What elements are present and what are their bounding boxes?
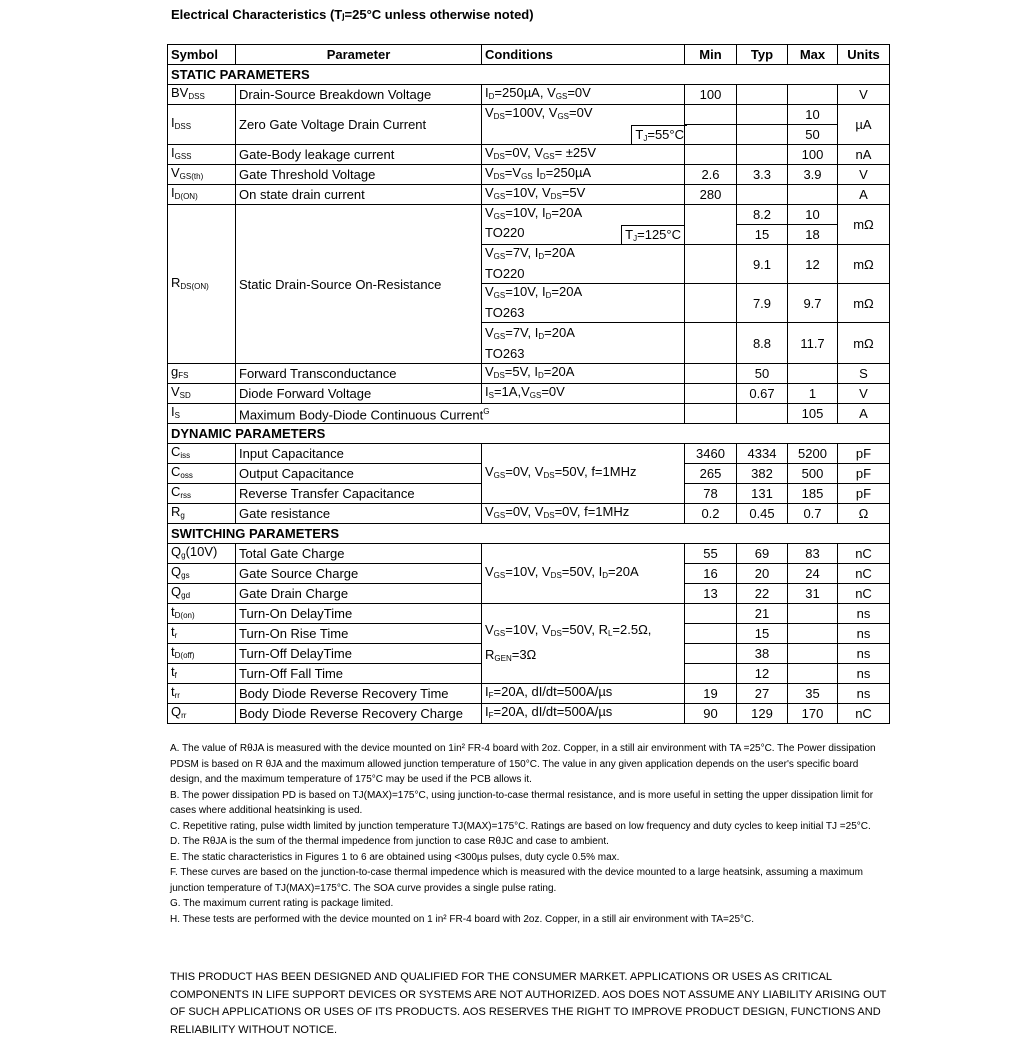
- symbol-cell: $C_{rss}$: [168, 484, 236, 504]
- max-cell: [788, 664, 838, 684]
- param-cell: Turn-Off Fall Time: [236, 664, 482, 684]
- unit-cell: mΩ: [838, 284, 890, 323]
- min-cell: [685, 284, 737, 323]
- typ-cell: [737, 105, 788, 125]
- typ-cell: 21: [737, 604, 788, 624]
- typ-cell: [737, 85, 788, 105]
- min-cell: 13: [685, 584, 737, 604]
- min-cell: 78: [685, 484, 737, 504]
- typ-cell: 0.45: [737, 504, 788, 524]
- typ-cell: 15: [737, 624, 788, 644]
- cond-cell: $V_{GS}=10V$, $I_D=20A$: [482, 284, 685, 304]
- typ-cell: 7.9: [737, 284, 788, 323]
- note-b: B. The power dissipation PD is based on TJ(MAX)=175°C, using junction-to-case thermal resistance, and is more useful in setting the upper dissipation limit for cases where additional heatsinking is used.: [170, 789, 874, 816]
- header-symbol: Symbol: [168, 45, 236, 65]
- symbol-cell: $g_{FS}$: [168, 364, 236, 384]
- disclaimer: THIS PRODUCT HAS BEEN DESIGNED AND QUALIFIED FOR THE CONSUMER MARKET. APPLICATIONS OR USES AS CRITICAL COMPONENTS IN LIFE SUPPORT DEVICES OR SYSTEMS ARE NOT AUTHORIZED. AOS DOES NOT ASSUME ANY LIABILITY ARISING OUT OF SUCH APPLICATIONS OR USES OF ITS PRODUCTS. AOS RESERVES THE RIGHT TO IMPROVE PRODUCT DESIGN, FUNCTIONS AND RELIABILITY WITHOUT NOTICE.: [170, 971, 887, 1036]
- min-cell: [685, 145, 737, 165]
- header-parameter: Parameter: [236, 45, 482, 65]
- param-cell: Gate Source Charge: [236, 564, 482, 584]
- header-min: Min: [685, 45, 737, 65]
- typ-cell: 15: [737, 225, 788, 245]
- section-row: [168, 65, 890, 85]
- max-cell: 11.7: [788, 323, 838, 364]
- cond-cell: TO263: [482, 344, 685, 364]
- typ-cell: [737, 185, 788, 205]
- max-cell: 5200: [788, 444, 838, 464]
- typ-cell: [737, 145, 788, 165]
- cond-cell: $V_{GS}=10V$, $V_{DS}=50V$, $R_L=2.5\Omega$, $R_{GEN}=3\Omega$: [482, 604, 685, 684]
- param-cell: Zero Gate Voltage Drain Current: [236, 105, 482, 145]
- param-cell: Forward Transconductance: [236, 364, 482, 384]
- cond-cell: $V_{DS}=5V$, $I_D=20A$: [482, 364, 685, 384]
- max-cell: 105: [788, 404, 838, 424]
- param-cell: Output Capacitance: [236, 464, 482, 484]
- max-cell: [788, 85, 838, 105]
- tj-condition: $T_J=55^\circ C$: [631, 125, 687, 144]
- param-cell: Reverse Transfer Capacitance: [236, 484, 482, 504]
- max-cell: [788, 185, 838, 205]
- header-units: Units: [838, 45, 890, 65]
- header-conditions: Conditions: [482, 45, 685, 65]
- cond-cell: TO263: [482, 303, 685, 323]
- cond-cell: $V_{DS}=100V$, $V_{GS}=0V$: [482, 105, 685, 125]
- table-row: [168, 504, 890, 524]
- min-cell: [685, 323, 737, 364]
- unit-cell: A: [838, 404, 890, 424]
- symbol-cell: $Q_g(10V)$: [168, 544, 236, 564]
- cond-cell: $V_{DS}=0V$, $V_{GS}= \pm 25V$: [482, 145, 685, 165]
- param-cell: Gate-Body leakage current: [236, 145, 482, 165]
- cond-cell: $V_{GS}=10V$, $V_{DS}=5V$: [482, 185, 685, 205]
- unit-cell: pF: [838, 444, 890, 464]
- page-title: Electrical Characteristics (Tⱼ=25°C unless otherwise noted): [171, 7, 534, 22]
- cond-cell: $I_D=250\mu A$, $V_{GS}=0V$: [482, 85, 685, 105]
- typ-cell: 4334: [737, 444, 788, 464]
- symbol-cell: $t_r$: [168, 624, 236, 644]
- section-row: [168, 524, 890, 544]
- unit-cell: ns: [838, 624, 890, 644]
- param-cell: Maximum Body-Diode Continuous Current$^G$: [236, 404, 685, 424]
- cond-cell: $I_S=1A,V_{GS}=0V$: [482, 384, 685, 404]
- typ-cell: 27: [737, 684, 788, 704]
- note-d: D. The RθJA is the sum of the thermal impedence from junction to case RθJC and case to ambient.: [170, 836, 609, 847]
- min-cell: [685, 664, 737, 684]
- section-row: [168, 424, 890, 444]
- max-cell: 100: [788, 145, 838, 165]
- min-cell: 3460: [685, 444, 737, 464]
- unit-cell: S: [838, 364, 890, 384]
- min-cell: [685, 364, 737, 384]
- symbol-cell: $t_{D(on)}$: [168, 604, 236, 624]
- typ-cell: 8.2: [737, 205, 788, 225]
- unit-cell: V: [838, 165, 890, 185]
- symbol-cell: $t_{rr}$: [168, 684, 236, 704]
- unit-cell: ns: [838, 644, 890, 664]
- unit-cell: ns: [838, 664, 890, 684]
- unit-cell: Ω: [838, 504, 890, 524]
- table-row: [168, 604, 890, 624]
- max-cell: 3.9: [788, 165, 838, 185]
- param-cell: Turn-Off DelayTime: [236, 644, 482, 664]
- tj-condition: $T_J=125^\circ C$: [621, 225, 684, 244]
- table-row: [168, 185, 890, 205]
- symbol-cell: $I_S$: [168, 404, 236, 424]
- symbol-cell: $R_g$: [168, 504, 236, 524]
- cond-cell: [482, 125, 685, 145]
- max-cell: [788, 364, 838, 384]
- min-cell: 16: [685, 564, 737, 584]
- unit-cell: nC: [838, 544, 890, 564]
- typ-cell: 69: [737, 544, 788, 564]
- symbol-cell: $t_{D(off)}$: [168, 644, 236, 664]
- typ-cell: [737, 404, 788, 424]
- param-cell: Input Capacitance: [236, 444, 482, 464]
- symbol-cell: $C_{oss}$: [168, 464, 236, 484]
- unit-cell: V: [838, 384, 890, 404]
- min-cell: 55: [685, 544, 737, 564]
- symbol-cell: $BV_{DSS}$: [168, 85, 236, 105]
- table-row: [168, 165, 890, 185]
- unit-cell: nC: [838, 564, 890, 584]
- max-cell: [788, 644, 838, 664]
- header-row: [168, 45, 890, 65]
- param-cell: Diode Forward Voltage: [236, 384, 482, 404]
- note-g: G. The maximum current rating is package limited.: [170, 898, 394, 909]
- header-typ: Typ: [737, 45, 788, 65]
- footnotes: [170, 741, 890, 927]
- typ-cell: [737, 125, 788, 145]
- unit-cell: pF: [838, 484, 890, 504]
- unit-cell: V: [838, 85, 890, 105]
- max-cell: 50: [788, 125, 838, 145]
- cond-cell: $V_{GS}=0V$, $V_{DS}=50V$, f=1MHz: [482, 444, 685, 504]
- table-row: [168, 205, 890, 225]
- table-row: [168, 684, 890, 704]
- min-cell: [685, 404, 737, 424]
- symbol-cell: $I_{GSS}$: [168, 145, 236, 165]
- cond-cell: $V_{GS}=0V$, $V_{DS}=0V$, f=1MHz: [482, 504, 685, 524]
- min-cell: [685, 105, 737, 125]
- note-h: H. These tests are performed with the device mounted on 1 in² FR-4 board with 2oz. Copper, in a still air environment with TA=25°C.: [170, 913, 755, 925]
- param-cell: Gate Threshold Voltage: [236, 165, 482, 185]
- param-cell: Gate Drain Charge: [236, 584, 482, 604]
- typ-cell: 50: [737, 364, 788, 384]
- max-cell: 12: [788, 245, 838, 284]
- note-c: C. Repetitive rating, pulse width limited by junction temperature TJ(MAX)=175°C. Ratings are based on low frequency and duty cycles to keep initial TJ =25°C.: [170, 820, 871, 832]
- unit-cell: pF: [838, 464, 890, 484]
- param-cell: Body Diode Reverse Recovery Charge: [236, 704, 482, 724]
- max-cell: 500: [788, 464, 838, 484]
- typ-cell: 22: [737, 584, 788, 604]
- param-cell: Static Drain-Source On-Resistance: [236, 205, 482, 364]
- symbol-cell: $Q_{gs}$: [168, 564, 236, 584]
- typ-cell: 12: [737, 664, 788, 684]
- note-a: A. The value of RθJA is measured with the device mounted on 1in² FR-4 board with 2oz. Copper, in a still air environment with TA =25°C. The Power dissipation PDSM is based on R θJA and the maximum allowed junction temperature of 150°C. The value in any given application depends on the user's specific board design, and the maximum temperature of 175°C may be used if the PCB allows it.: [170, 743, 876, 785]
- param-cell: Drain-Source Breakdown Voltage: [236, 85, 482, 105]
- max-cell: 10: [788, 105, 838, 125]
- table-row: [168, 85, 890, 105]
- unit-cell: mΩ: [838, 205, 890, 245]
- max-cell: 170: [788, 704, 838, 724]
- param-cell: Total Gate Charge: [236, 544, 482, 564]
- unit-cell: nA: [838, 145, 890, 165]
- max-cell: 1: [788, 384, 838, 404]
- cond-cell: $V_{GS}=10V$, $I_D=20A$: [482, 205, 685, 225]
- min-cell: 90: [685, 704, 737, 724]
- unit-cell: µA: [838, 105, 890, 145]
- unit-cell: mΩ: [838, 245, 890, 284]
- typ-cell: 9.1: [737, 245, 788, 284]
- param-cell: Body Diode Reverse Recovery Time: [236, 684, 482, 704]
- max-cell: 185: [788, 484, 838, 504]
- typ-cell: 8.8: [737, 323, 788, 364]
- cond-cell: TO220: [482, 264, 685, 284]
- min-cell: 2.6: [685, 165, 737, 185]
- symbol-cell: $R_{DS(ON)}$: [168, 205, 236, 364]
- table-row: [168, 444, 890, 464]
- symbol-cell: $Q_{gd}$: [168, 584, 236, 604]
- max-cell: [788, 604, 838, 624]
- param-cell: Turn-On DelayTime: [236, 604, 482, 624]
- symbol-cell: $V_{GS(th)}$: [168, 165, 236, 185]
- symbol-cell: $t_f$: [168, 664, 236, 684]
- table-row: [168, 384, 890, 404]
- min-cell: [685, 125, 737, 145]
- cond-cell: $V_{GS}=10V$, $V_{DS}=50V$, $I_D=20A$: [482, 544, 685, 604]
- symbol-cell: $I_{D(ON)}$: [168, 185, 236, 205]
- section-dynamic: DYNAMIC PARAMETERS: [168, 424, 890, 444]
- typ-cell: 131: [737, 484, 788, 504]
- electrical-characteristics-table: [167, 44, 890, 724]
- table-row: [168, 364, 890, 384]
- cond-cell: $I_F=20A$, dI/dt=500A/µs: [482, 704, 685, 724]
- max-cell: 24: [788, 564, 838, 584]
- cond-cell: $V_{DS}=V_{GS}$ $I_D=250\mu A$: [482, 165, 685, 185]
- min-cell: [685, 644, 737, 664]
- max-cell: [788, 624, 838, 644]
- min-cell: 0.2: [685, 504, 737, 524]
- header-max: Max: [788, 45, 838, 65]
- max-cell: 18: [788, 225, 838, 245]
- cond-cell: $I_F=20A$, dI/dt=500A/µs: [482, 684, 685, 704]
- symbol-cell: $V_{SD}$: [168, 384, 236, 404]
- table-row: [168, 105, 890, 125]
- min-cell: 280: [685, 185, 737, 205]
- param-cell: Gate resistance: [236, 504, 482, 524]
- note-e: E. The static characteristics in Figures 1 to 6 are obtained using <300µs pulses, duty cycle 0.5% max.: [170, 851, 620, 863]
- typ-cell: 20: [737, 564, 788, 584]
- typ-cell: 38: [737, 644, 788, 664]
- max-cell: 9.7: [788, 284, 838, 323]
- max-cell: 0.7: [788, 504, 838, 524]
- typ-cell: 0.67: [737, 384, 788, 404]
- typ-cell: 382: [737, 464, 788, 484]
- unit-cell: nC: [838, 704, 890, 724]
- typ-cell: 129: [737, 704, 788, 724]
- symbol-cell: $Q_{rr}$: [168, 704, 236, 724]
- cond-cell: $V_{GS}=7V$, $I_D=20A$: [482, 245, 685, 265]
- param-cell: Turn-On Rise Time: [236, 624, 482, 644]
- typ-cell: 3.3: [737, 165, 788, 185]
- cond-cell: TO220 $T_J=125^\circ C$: [482, 225, 685, 245]
- section-switching: SWITCHING PARAMETERS: [168, 524, 890, 544]
- unit-cell: nC: [838, 584, 890, 604]
- max-cell: 83: [788, 544, 838, 564]
- max-cell: 10: [788, 205, 838, 225]
- min-cell: 19: [685, 684, 737, 704]
- table-row: [168, 544, 890, 564]
- min-cell: 100: [685, 85, 737, 105]
- unit-cell: mΩ: [838, 323, 890, 364]
- table-row: [168, 145, 890, 165]
- min-cell: [685, 205, 737, 245]
- unit-cell: ns: [838, 684, 890, 704]
- unit-cell: A: [838, 185, 890, 205]
- table-row: [168, 404, 890, 424]
- max-cell: 35: [788, 684, 838, 704]
- min-cell: [685, 604, 737, 624]
- param-cell: On state drain current: [236, 185, 482, 205]
- min-cell: [685, 245, 737, 284]
- min-cell: [685, 384, 737, 404]
- min-cell: [685, 624, 737, 644]
- symbol-cell: $C_{iss}$: [168, 444, 236, 464]
- unit-cell: ns: [838, 604, 890, 624]
- section-static: STATIC PARAMETERS: [168, 65, 890, 85]
- table-row: [168, 704, 890, 724]
- note-f: F. These curves are based on the junction-to-case thermal impedence which is measured with the device mounted to a large heatsink, assuming a maximum junction temperature of TJ(MAX)=175°C. The SOA curve provides a single pulse rating.: [170, 867, 863, 894]
- symbol-cell: $I_{DSS}$: [168, 105, 236, 145]
- max-cell: 31: [788, 584, 838, 604]
- cond-cell: $V_{GS}=7V$, $I_D=20A$: [482, 323, 685, 345]
- min-cell: 265: [685, 464, 737, 484]
